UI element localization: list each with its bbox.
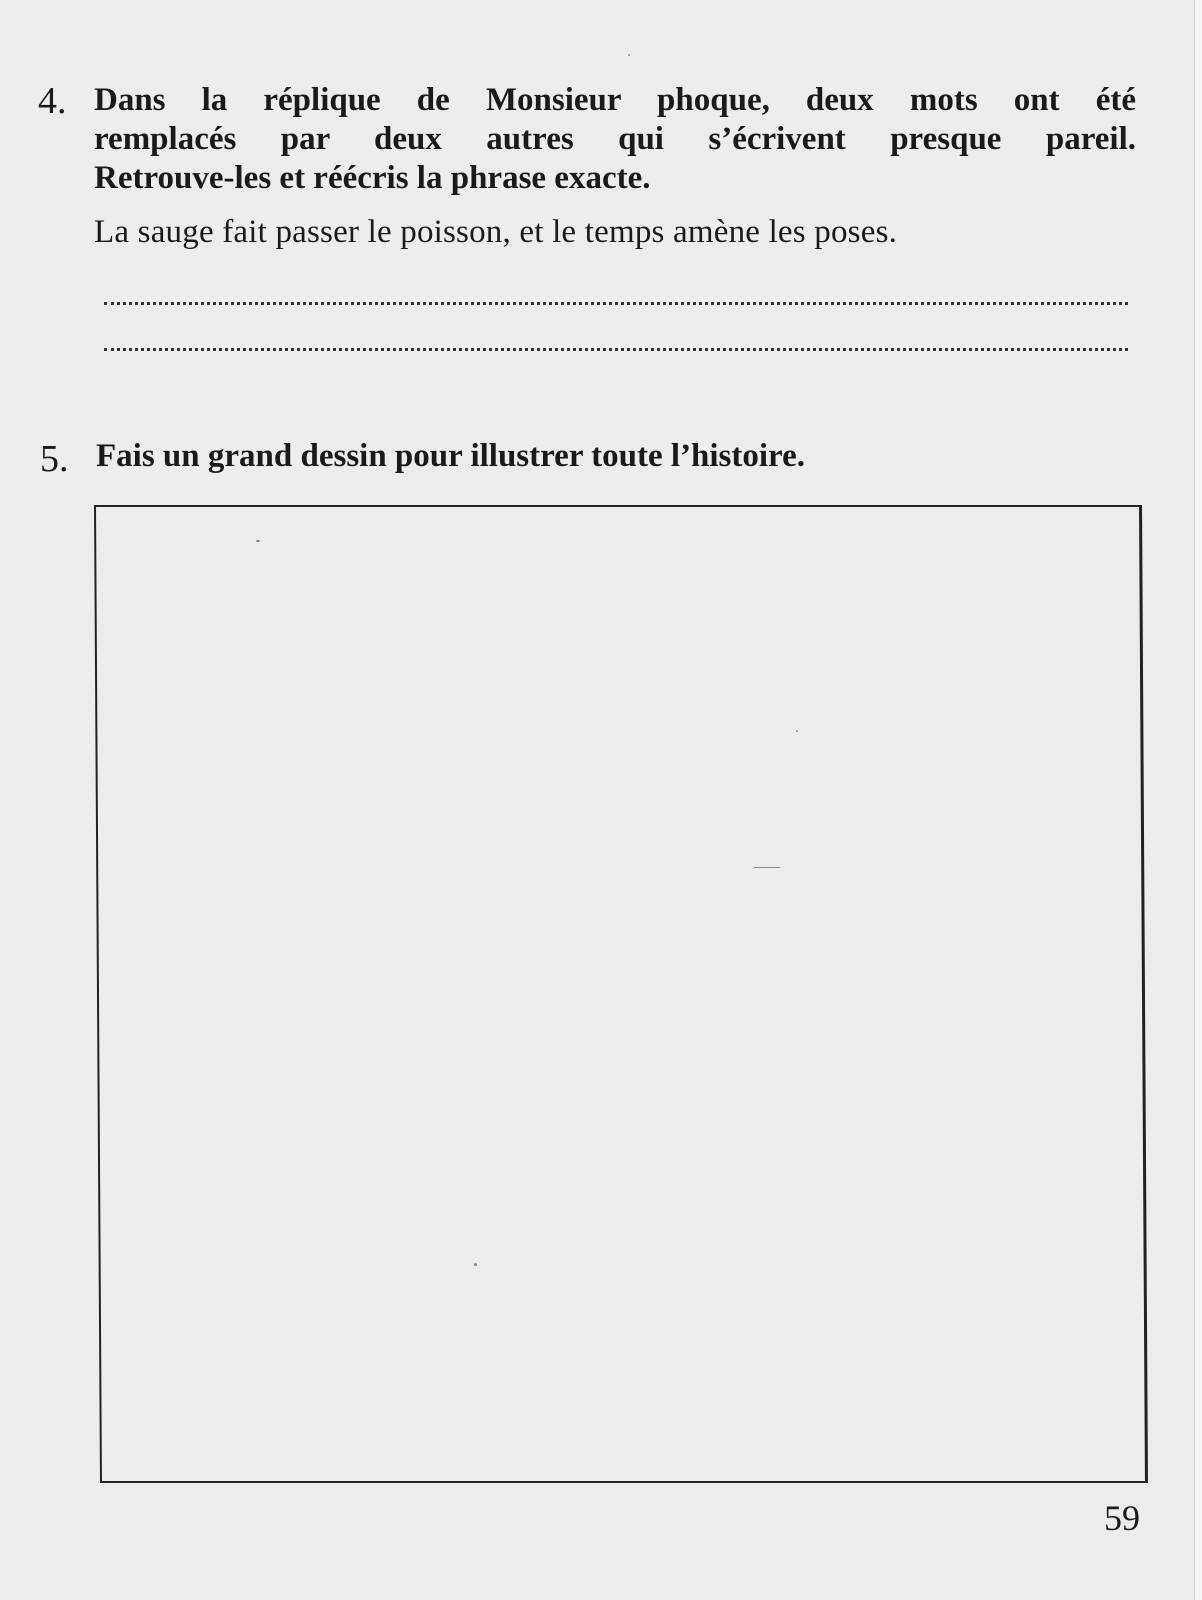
question-5-prompt: Fais un grand dessin pour illustrer toute l’histoire. xyxy=(96,438,805,474)
page-edge xyxy=(1194,0,1202,1600)
question-5-number: 5. xyxy=(40,438,69,480)
page-number: 59 xyxy=(1104,1498,1140,1538)
drawing-area[interactable] xyxy=(94,505,1148,1483)
scan-speck xyxy=(256,540,260,542)
question-4-prompt-line-3: Retrouve-les et réécris la phrase exacte. xyxy=(94,160,651,196)
answer-dotted-line-1[interactable] xyxy=(104,302,1128,305)
answer-dotted-line-2[interactable] xyxy=(104,348,1128,351)
scan-speck xyxy=(754,867,780,868)
scan-speck xyxy=(796,730,798,732)
question-4-number: 4. xyxy=(38,80,67,122)
scan-speck xyxy=(628,54,630,56)
question-4-prompt-line-1: Dans la réplique de Monsieur phoque, deux mots ont été xyxy=(94,82,1136,118)
question-4-prompt-line-2: remplacés par deux autres qui s’écrivent presque pareil. xyxy=(94,121,1136,157)
scan-speck xyxy=(474,1263,477,1266)
question-4-sentence: La sauge fait passer le poisson, et le temps amène les poses. xyxy=(94,214,898,250)
